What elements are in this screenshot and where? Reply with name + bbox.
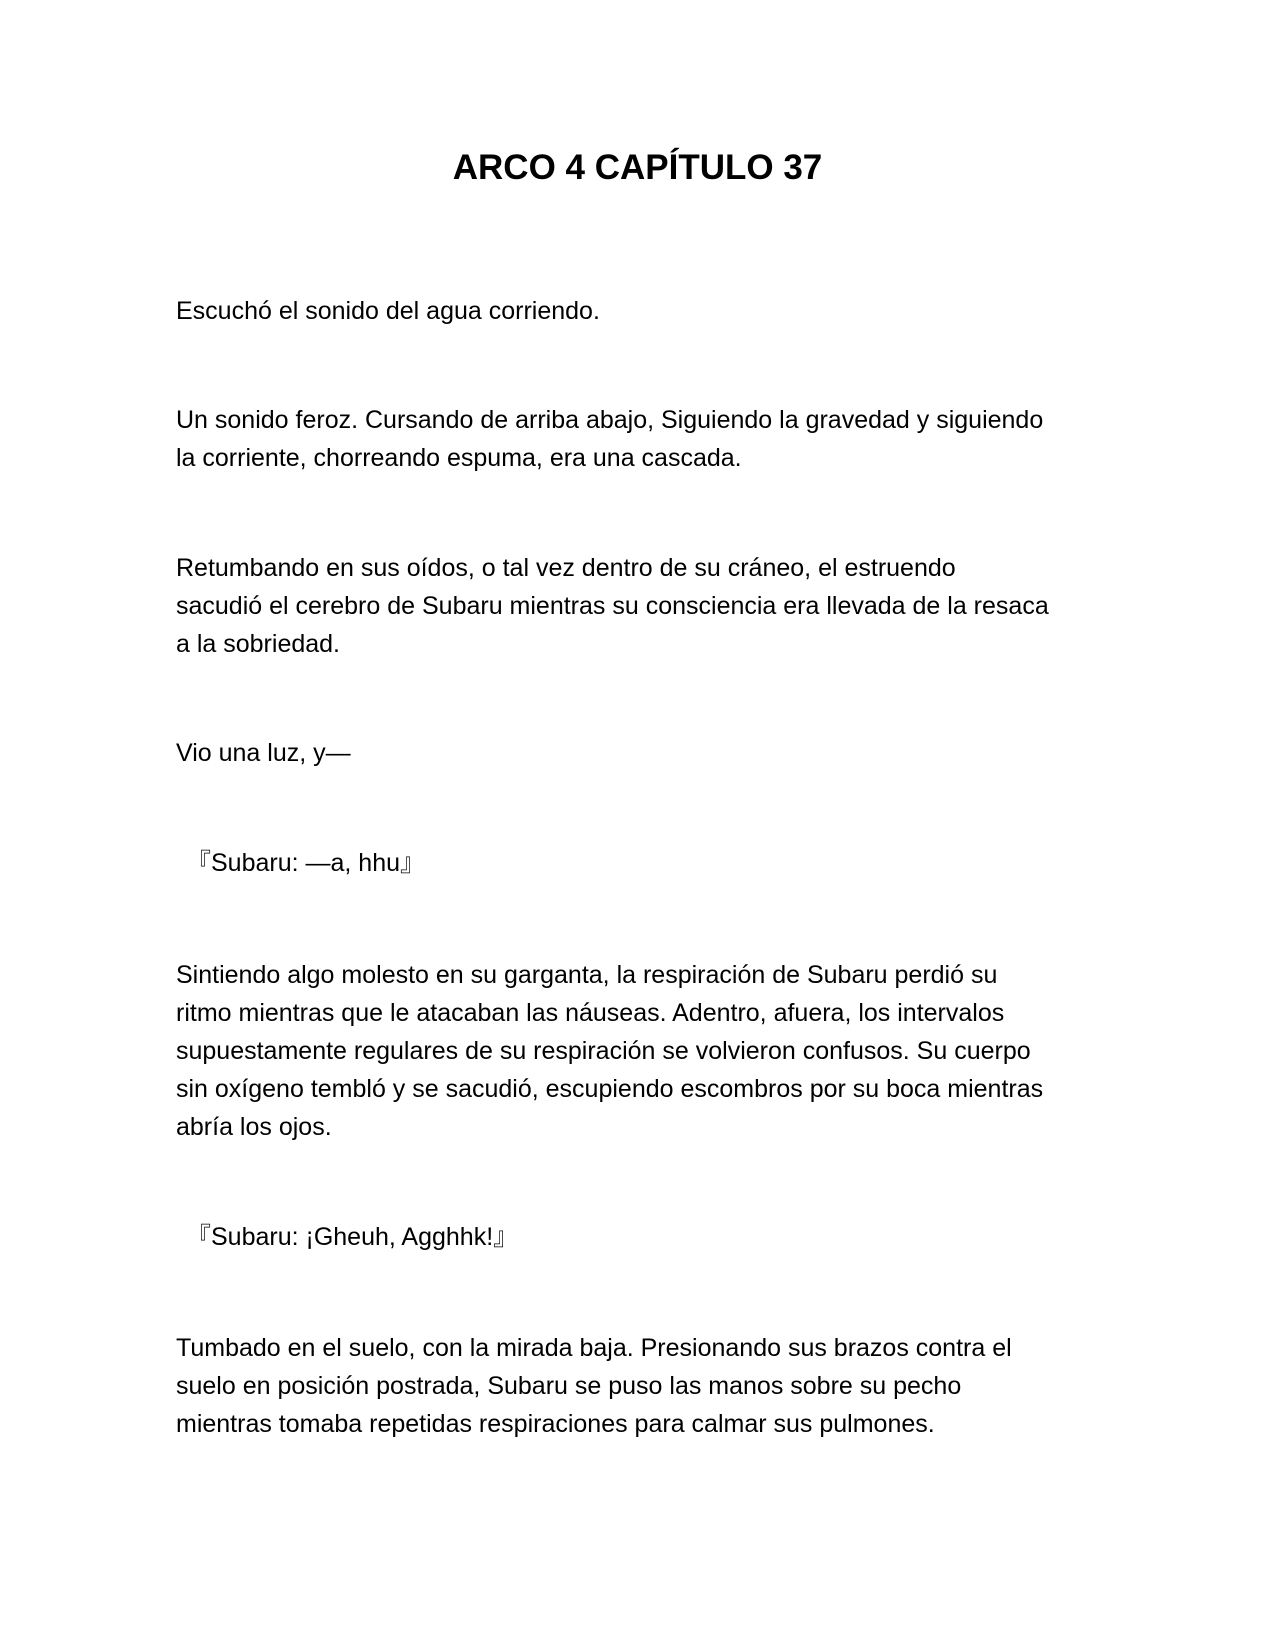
paragraph-3: Retumbando en sus oídos, o tal vez dentro de su cráneo, el estruendo sacudió el cerebro de Subaru mientras su consciencia era llevada de la resaca a la sobriedad. [176, 554, 1049, 658]
dialogue-line-1: 『Subaru: —a, hhu』 [186, 849, 426, 877]
paragraph-2: Un sonido feroz. Cursando de arriba abajo, Siguiendo la gravedad y siguiendo la corriente, chorreando espuma, era una cascada. [176, 406, 1044, 472]
paragraph-5: Sintiendo algo molesto en su garganta, la respiración de Subaru perdió su ritmo mientras que le atacaban las náuseas. Adentro, afuera, los intervalos supuestamente regulares de su respiración se volvieron confusos. Su cuerpo sin oxígeno tembló y se sacudió, escupiendo escombros por su boca mientras abría los ojos. [176, 961, 1044, 1141]
paragraph-1: Escuchó el sonido del agua corriendo. [176, 297, 600, 325]
dialogue-line-2: 『Subaru: ¡Gheuh, Agghhk!』 [186, 1223, 519, 1251]
paragraph-6: Tumbado en el suelo, con la mirada baja. Presionando sus brazos contra el suelo en posición postrada, Subaru se puso las manos sobre su pecho mientras tomaba repetidas respiraciones para calmar sus pulmones. [176, 1334, 1012, 1438]
paragraph-4: Vio una luz, y— [176, 739, 351, 767]
chapter-title: ARCO 4 CAPÍTULO 37 [452, 148, 823, 187]
